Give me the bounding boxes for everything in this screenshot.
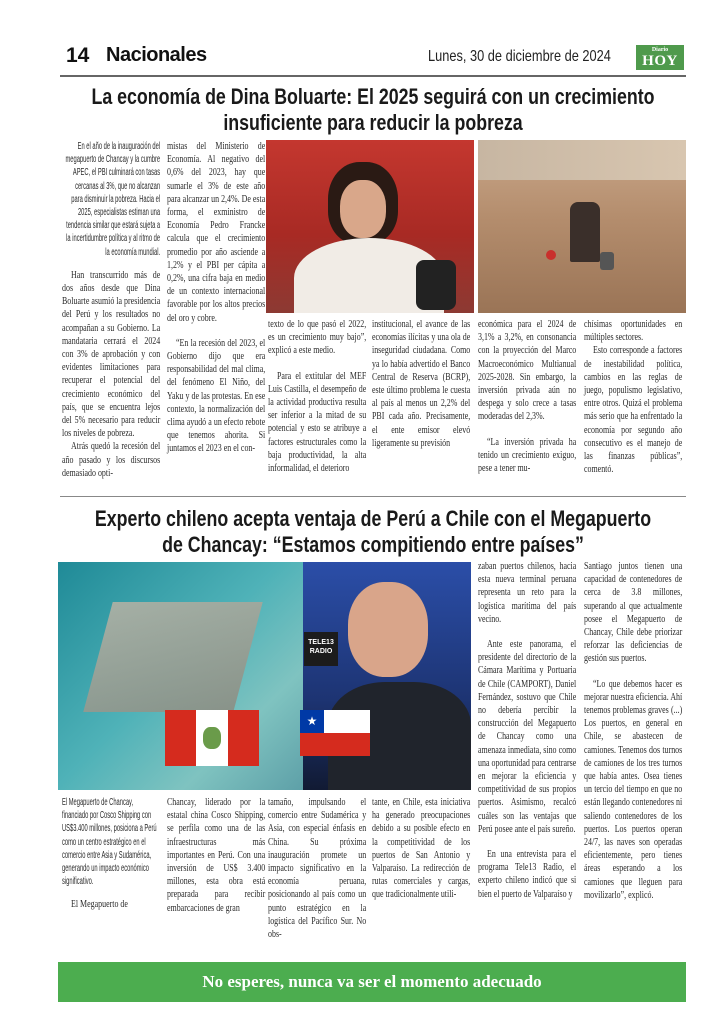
section-title: Nacionales [106, 44, 207, 66]
paragraph: Esto corresponde a factores de inestabilidad política, cambios en las reglas de juego, populismo legislativo, entre otros. Quizá el problema más serio que ha enfrentado la economía por segundo año consecutivo es el manejo de las finanzas públicas”, comentó. [584, 345, 683, 476]
article-divider [60, 496, 686, 497]
article1-column-5 [478, 318, 576, 475]
photo-caption [62, 796, 160, 888]
photo-water-carrier [478, 140, 686, 313]
lede-text: En el año de la inauguración del megapuerto de Chancay y la cumbre APEC, el PBI culminará con tasas cercanas al 3%, que no alcanzan para disminuir la pobreza. Hacia el 2025, especialistas estiman una tendencia similar que estará sujeta a la incertidumbre política y al ritmo de la economía mundial. [65, 141, 161, 258]
paragraph: En una entrevista para el programa Tele13 Radio, el experto chileno indicó que si bien el puerto de Valparaíso y [478, 849, 577, 900]
paragraph: “En la recesión del 2023, el Gobierno dijo que era responsabilidad del mal clima, del fenómeno El Niño, del Yaku y de las protestas. En ese contexto, la normalización del clima ayudó a un efecto rebote que tenemos ahorita. Si juntamos el 2023 en el con- [167, 337, 266, 455]
paragraph: texto de lo que pasó el 2022, es un crecimiento muy bajo”, explicó a este medio. [268, 319, 367, 357]
paragraph: tante, en Chile, esta iniciativa ha generado preocupaciones debido a su posible efecto en la competitividad de los puertos de San Antonio y Valparaíso. La redirección de rutas comerciales y cargas, que tradicionalmente utili- [372, 797, 471, 901]
paragraph: El Megapuerto de [71, 899, 128, 911]
logo-main: HOY [642, 53, 678, 69]
peru-flag-icon [165, 710, 259, 766]
houses-background [478, 140, 686, 180]
paragraph: institucional, el avance de las economías ilícitas y una ola de inseguridad ciudadana. Como ya lo había advertido el Banco Central de Reserva (BCRP), este último problema le cuesta al país al menos un 2,2% del PBI cada año. Precisamente, el ente emisor elevó ligeramente su previsión [372, 319, 471, 449]
issue-date: Lunes, 30 de diciembre de 2024 [428, 48, 611, 65]
headline-line: Experto chileno acepta ventaja de Perú a Chile con el Megapuerto [94, 506, 652, 531]
man-face-shape [348, 582, 428, 677]
logo-top: Diario [651, 47, 669, 53]
paragraph: Ante este panorama, el presidente del directorio de la Cámara Marítima y Portuaria de Chile (CAMPORT), Daniel Fernández, sostuvo que Chile no debería percibir la construcción del Megapuerto de Chancay como una amenaza inmediata, sino como una oportunidad para centrarse en mejorar la eficiencia y competitividad de sus propios puertos. Asimismo, recalcó cuáles son las ventajas que Perú posee ante el país sureño. [478, 639, 577, 835]
person-shape [570, 202, 600, 262]
paragraph: económica para el 2024 de 3,1% a 3,2%, en consonancia con la proyección del Marco Macroeconómico Multianual 2025-2028. Sin embargo, la inversión privada aún no despega y solo crece a tasas moderadas del 2,3%. [478, 319, 577, 423]
paragraph: Han transcurrido más de dos años desde que Dina Boluarte asumió la presidencia del Perú y los resultados no acompañan a su Gobierno. La mandataria cerrará el 2024 con 3% de aprobación y con evidentes limitaciones para recuperar el potencial del crecimiento económico del país, que se encuentra lejos del 5% necesario para reducir los niveles de pobreza. [62, 269, 161, 440]
article1-column-6 [584, 318, 682, 476]
newspaper-logo [636, 45, 684, 70]
paragraph: zaban puertos chilenos, hacia esta nueva terminal peruana representa un reto para la logística marítima del país vecino. [478, 561, 577, 625]
article2-column-1 [62, 796, 160, 912]
paragraph: chísimas oportunidades en múltiples sectores. [584, 319, 683, 344]
page-number: 14 [66, 44, 90, 67]
article1-column-3 [268, 318, 366, 475]
bucket-shape [600, 252, 614, 270]
paragraph: Atrás quedó la recesión del año pasado y los discursos demasiado opti- [62, 441, 161, 479]
paragraph: Santiago juntos tienen una capacidad de contenedores de cerca de 3.8 millones, superando al que actualmente posee el Megapuerto de Chancay, Chile debe priorizar reforzar las deficiencias de gestión sus puertos. [584, 561, 683, 665]
article1-headline [78, 84, 667, 136]
photo-chancay-interview [58, 562, 471, 790]
article1-lede [62, 140, 160, 259]
paragraph: Para el extitular del MEF Luis Castilla, el desempeño de la actividad productiva resulta ser inferior a la mitad de su potencial y esto se atribuye a factores estructurales como la baja productividad, la alta informalidad, el deterioro [268, 370, 367, 475]
headline-line: insuficiente para reducir la pobreza [223, 110, 523, 135]
paragraph: “La inversión privada ha tenido un crecimiento exiguo, pese a tener mu- [478, 436, 577, 475]
caption-text: El Megapuerto de Chancay, financiado por Cosco Shipping con US$3.400 millones, posiciona a Perú como un centro estratégico en el comercio entre Asia y Sudamérica, generando un impacto económico significativo. [62, 797, 157, 888]
paragraph: tamaño, impulsando el comercio entre Sudamérica y Asia, con especial énfasis en China. Su próxima inauguración promete un impacto significativo en la economía peruana, posicionando al país como un punto estratégico en la logística del Pacífico Sur. No obs- [268, 797, 367, 941]
article2-column-5 [478, 560, 576, 901]
paragraph: “Lo que debemos hacer es mejorar nuestra eficiencia. Ahí tenemos problemas graves (...) Los puertos, en general en Chile, se abastecen de camiones. Tenemos dos turnos de camiones de los tres turnos que había antes. Osea tienes un tercio del tiempo en que no están llegando contenedores ni saliendo contenedores de los puertos. Los puertos operan 24/7, las naves son operadas eficientemente, pero tienes áreas esperando a los camiones que lleguen para movilizarlo”, explicó. [584, 678, 683, 901]
chile-flag-icon: ★ [300, 710, 370, 756]
paragraph: Chancay, liderado por la estatal china Cosco Shipping, se perfila como una de las infraestructuras más importantes en Perú. Con una inversión de US$ 3.400 millones, esta obra está preparada para recibir embarcaciones de gran [167, 797, 266, 914]
face-shape [340, 180, 386, 238]
photo-boluarte [266, 140, 474, 313]
headline-line: de Chancay: “Estamos compitiendo entre países” [162, 532, 584, 557]
article2-column-3 [268, 796, 366, 941]
promo-banner: No esperes, nunca va ser el momento adecuado [58, 962, 686, 1002]
red-bucket-shape [546, 250, 556, 260]
tele13-mic-flag: TELE13 RADIO [304, 632, 338, 666]
article2-column-2 [167, 796, 265, 915]
article2-column-6 [584, 560, 682, 902]
article2-headline [78, 506, 667, 558]
header-divider [60, 75, 686, 77]
article1-column-1-body [62, 269, 160, 480]
article1-column-2 [167, 140, 265, 456]
article2-column-4 [372, 796, 470, 902]
article1-column-4 [372, 318, 470, 450]
port-aerial-shape [83, 602, 262, 712]
paragraph: mistas del Ministerio de Economía. Al negativo del 0,6% del 2023, hay que sumarle el 3% de este año para alcanzar un 2,4%. De esta forma, el exministro de Economía Pedro Francke calcula que el crecimiento promedio por año asciende a 1,2% y el PBI per cápita a 0,2%, una cifra baja en medio de un contexto internacional favorable por los altos precios del oro y cobre. [167, 141, 266, 324]
article1-column-1 [62, 140, 160, 480]
headline-line: La economía de Dina Boluarte: El 2025 seguirá con un crecimiento [91, 84, 655, 109]
microphone-shape [416, 260, 456, 310]
